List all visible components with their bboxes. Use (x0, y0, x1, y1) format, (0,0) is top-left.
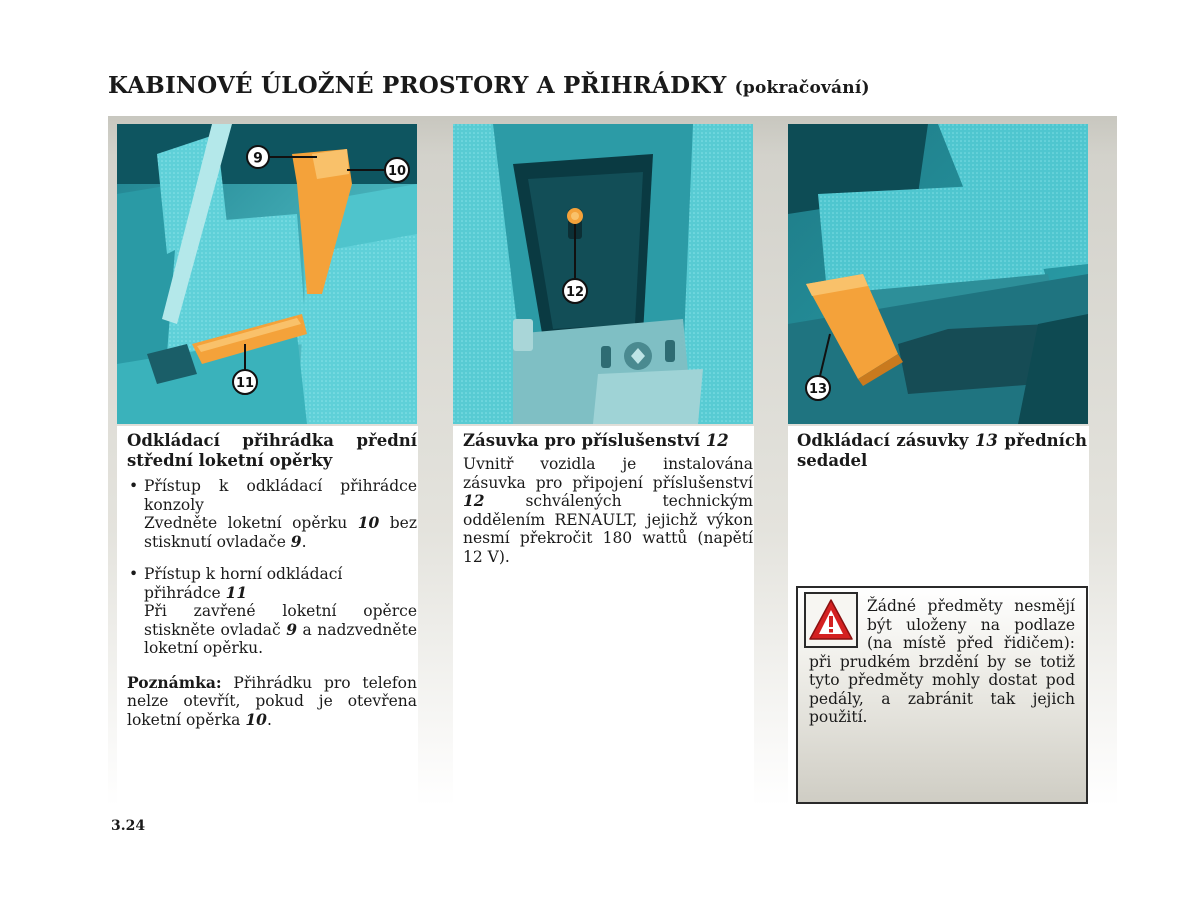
armrest-heading: Odkládací přihrádka přední střední loketní opěrky (127, 431, 417, 470)
armrest-note: Poznámka: Přihrádku pro telefon nelze otevřít, pokud je otevřena loketní opěrka 10. (127, 672, 417, 729)
svg-text:13: 13 (808, 382, 828, 397)
armrest-bullet-2-title: Přístup k horní odkládací přihrádce 11 (144, 565, 343, 602)
svg-text:12: 12 (565, 285, 585, 300)
socket-heading: Zásuvka pro příslušenství 12 (463, 431, 729, 450)
svg-text:10: 10 (387, 164, 407, 179)
section-seat-drawers (797, 431, 1087, 471)
drawer-heading: Odkládací zásuvky 13 předních sedadel (797, 431, 1087, 470)
photo-armrest-storage (117, 124, 417, 424)
armrest-bullet-1: • Přístup k odkládací přihrádce konzoly Zvedněte loketní opěrku 10 bez stisknutí ovladače 9. (129, 477, 417, 551)
section-armrest (127, 431, 417, 729)
svg-text:9: 9 (253, 150, 263, 167)
section-accessory-socket (463, 431, 753, 566)
photo-seat-drawer (788, 124, 1088, 424)
page-title (108, 72, 870, 99)
page-number: 3.24 (111, 818, 146, 834)
page-title-main: KABINOVÉ ÚLOŽNÉ PROSTORY A PŘIHRÁDKY (108, 72, 727, 99)
page-title-continued: (pokračování) (734, 78, 870, 98)
armrest-bullet-1-title: Přístup k odkládací přihrádce konzoly (144, 477, 417, 514)
warning-text: Žádné předměty nesmějí být uloženy na podlaze (na místě před řidičem): při prudkém brzdění by se totiž tyto předměty mohly dostat pod pedály, a zabránit tak jejich použití. (809, 597, 1075, 726)
socket-body: Uvnitř vozidla je instalována zásuvka pro připojení příslušenství 12 schválených technickým oddělením RENAULT, jejichž výkon nesmí překročit 180 wattů (napětí 12 V). (463, 455, 753, 566)
armrest-bullet-1-body: Zvedněte loketní opěrku 10 bez stisknutí ovladače 9. (144, 513, 417, 551)
armrest-bullet-2-body: Při zavřené loketní opěrce stiskněte ovladač 9 a nadzvedněte loketní opěrku. (144, 602, 417, 657)
warning-box (796, 586, 1088, 804)
svg-text:11: 11 (235, 376, 255, 391)
armrest-bullet-2: • Přístup k horní odkládací přihrádce 11 Při zavřené loketní opěrce stiskněte ovladač 9 a nadzvedněte loketní opěrku. (129, 565, 417, 657)
photo-accessory-socket (453, 124, 753, 424)
